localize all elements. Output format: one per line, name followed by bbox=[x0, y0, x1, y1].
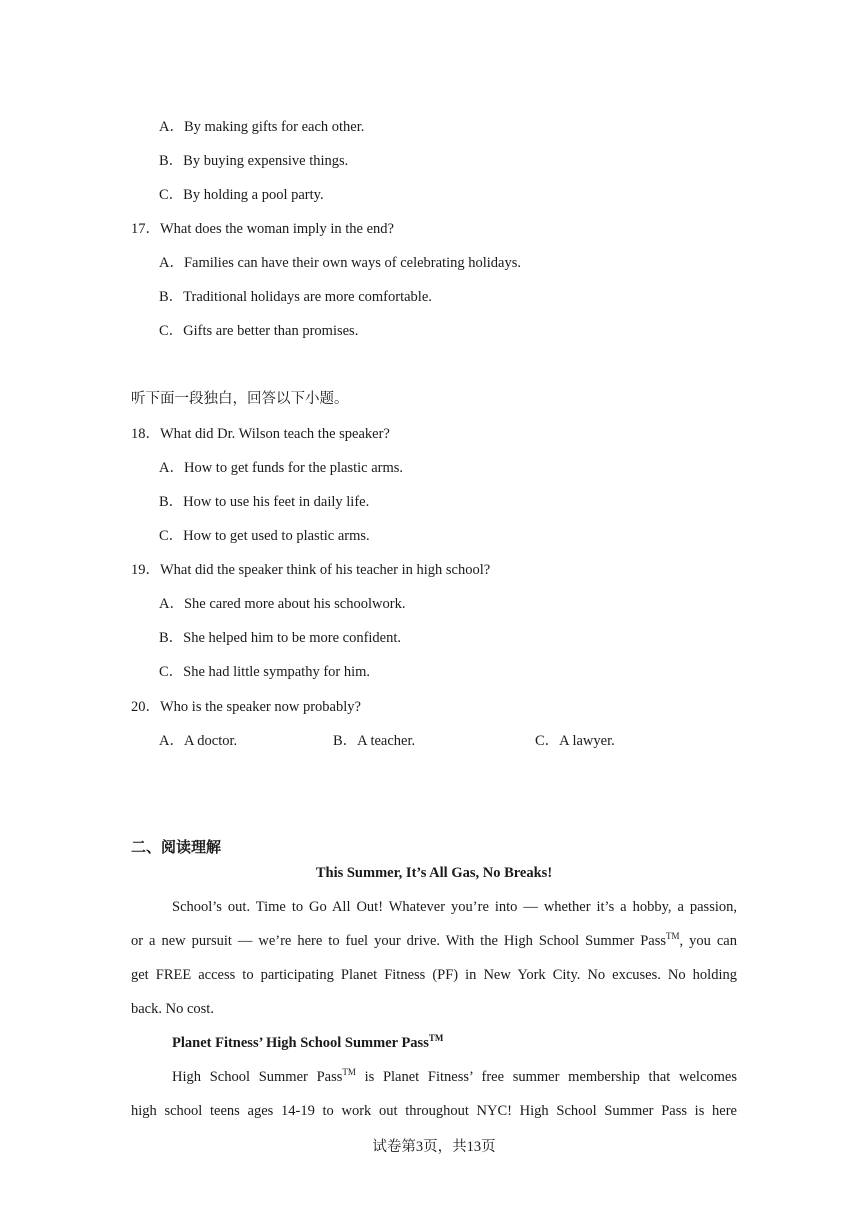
q16-option-b: B．By buying expensive things. bbox=[159, 153, 349, 169]
q19-option-c: C．She had little sympathy for him. bbox=[159, 664, 371, 680]
passage-p1-line4: back. No cost. bbox=[131, 1001, 214, 1017]
q18-option-c: C．How to get used to plastic arms. bbox=[159, 528, 370, 544]
section-title: 二、阅读理解 bbox=[131, 840, 222, 856]
trademark-sup: TM bbox=[428, 1033, 444, 1044]
q17-option-a: A．Families can have their own ways of celebrating holidays. bbox=[159, 255, 521, 271]
q19-option-b: B．She helped him to be more confident. bbox=[159, 630, 402, 646]
q19-option-a: A．She cared more about his schoolwork. bbox=[159, 596, 406, 612]
q16-option-a: A．By making gifts for each other. bbox=[159, 119, 365, 135]
page-footer: 试卷第3页，共13页 bbox=[372, 1139, 496, 1155]
q18-option-b: B．How to use his feet in daily life. bbox=[159, 494, 370, 510]
q17-stem: 17．What does the woman imply in the end? bbox=[131, 221, 394, 237]
q20-stem: 20．Who is the speaker now probably? bbox=[131, 699, 361, 715]
passage-p2-line2: high school teens ages 14-19 to work out throughout NYC! High School Summer Pass is here bbox=[131, 1103, 737, 1119]
monologue-instruction: 听下面一段独白，回答以下小题。 bbox=[131, 391, 349, 407]
q18-stem: 18．What did Dr. Wilson teach the speaker? bbox=[131, 426, 390, 442]
q19-stem: 19．What did the speaker think of his teacher in high school? bbox=[131, 562, 491, 578]
q20-option-a: A．A doctor. bbox=[159, 733, 238, 749]
q20-option-c: C．A lawyer. bbox=[535, 733, 615, 749]
q17-option-c: C．Gifts are better than promises. bbox=[159, 323, 359, 339]
q18-option-a: A．How to get funds for the plastic arms. bbox=[159, 460, 404, 476]
passage-p1-line2: or a new pursuit — we’re here to fuel your drive. With the High School Summer Pass™, you can bbox=[131, 931, 737, 949]
passage-p1-line1: School’s out. Time to Go All Out! Whatever you’re into — whether it’s a hobby, a passion, bbox=[172, 899, 737, 915]
trademark-sup: TM bbox=[342, 1067, 356, 1078]
passage-subheading: Planet Fitness’ High School Summer Pass™ bbox=[172, 1033, 444, 1051]
q17-option-b: B．Traditional holidays are more comfortable. bbox=[159, 289, 432, 305]
trademark-sup: TM bbox=[666, 931, 680, 942]
q16-option-c: C．By holding a pool party. bbox=[159, 187, 324, 203]
passage-title: This Summer, It’s All Gas, No Breaks! bbox=[315, 865, 553, 881]
passage-p2-line1: High School Summer Pass™ is Planet Fitness’ free summer membership that welcomes bbox=[172, 1067, 738, 1085]
q20-option-b: B．A teacher. bbox=[333, 733, 416, 749]
passage-p1-line3: get FREE access to participating Planet Fitness (PF) in New York City. No excuses. No holding bbox=[131, 967, 737, 983]
